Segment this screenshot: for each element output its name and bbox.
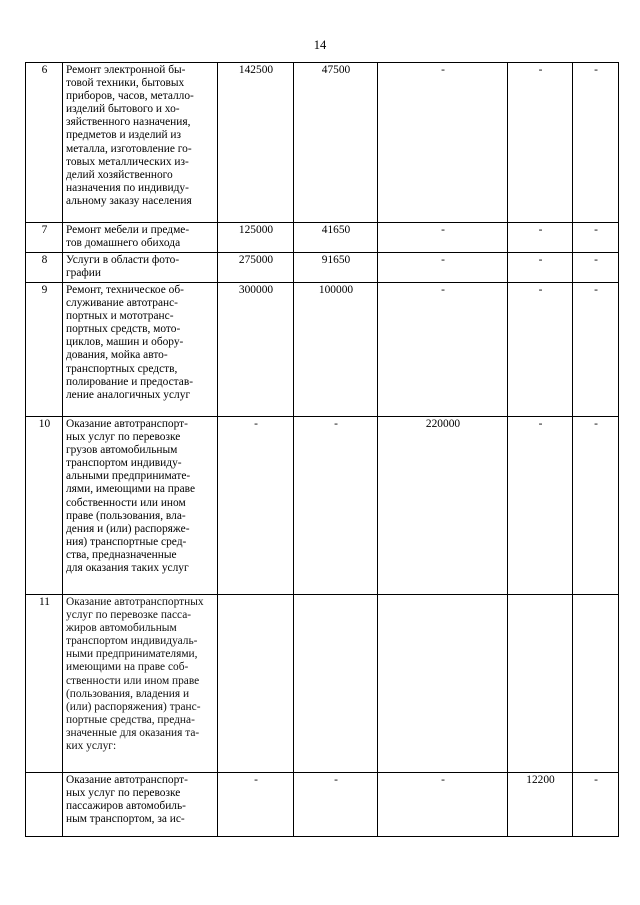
value-cell: 47500 (294, 63, 378, 223)
service-description: Оказание автотранспорт- ных услуг по перевозке грузов автомобильным транспортом индивиду- альными предпринимате- лями, имеющими на праве собственности или ином праве (пользования, вла- дения и (или) распоряже- ния) транспортные сред- ства, предназначенные для оказания таких услуг (63, 417, 218, 595)
value-cell: - (294, 773, 378, 837)
value-cell: - (508, 253, 573, 283)
value-cell: - (508, 63, 573, 223)
value-cell (378, 595, 508, 773)
table-row (26, 417, 619, 595)
value-cell: 275000 (218, 253, 294, 283)
value-cell: - (294, 417, 378, 595)
table-row (26, 253, 619, 283)
value-cell: - (573, 63, 619, 223)
value-cell: 125000 (218, 223, 294, 253)
value-cell: - (378, 253, 508, 283)
value-cell: - (378, 283, 508, 417)
row-number: 9 (26, 283, 63, 417)
value-cell (218, 595, 294, 773)
row-number: 7 (26, 223, 63, 253)
value-cell (573, 595, 619, 773)
value-cell: 91650 (294, 253, 378, 283)
service-description: Оказание автотранспортных услуг по перевозке пасса- жиров автомобильным транспортом индивидуаль- ными предпринимателями, имеющими на праве соб- ственности или ином праве (пользования, владения и (или) распоряжения) транс- портные средства, предна- значенные для оказания та- ких услуг: (63, 595, 218, 773)
table-row (26, 773, 619, 837)
row-number (26, 773, 63, 837)
service-description: Ремонт, техническое об- служивание автотранс- портных и мототранс- портных средств, мото- циклов, машин и обору- дования, мойка авто- транспортных средств, полирование и предостав- ление аналогичных услуг (63, 283, 218, 417)
value-cell: - (378, 63, 508, 223)
value-cell: - (573, 773, 619, 837)
row-number: 6 (26, 63, 63, 223)
value-cell: - (508, 283, 573, 417)
value-cell: 220000 (378, 417, 508, 595)
value-cell: - (573, 253, 619, 283)
table-row (26, 283, 619, 417)
table-row (26, 223, 619, 253)
value-cell: - (573, 223, 619, 253)
table-row (26, 63, 619, 223)
service-description: Услуги в области фото- графии (63, 253, 218, 283)
row-number: 10 (26, 417, 63, 595)
value-cell: 41650 (294, 223, 378, 253)
row-number: 11 (26, 595, 63, 773)
value-cell: - (218, 773, 294, 837)
value-cell (508, 595, 573, 773)
value-cell: - (378, 223, 508, 253)
value-cell: 12200 (508, 773, 573, 837)
service-description: Ремонт мебели и предме- тов домашнего обихода (63, 223, 218, 253)
value-cell: 100000 (294, 283, 378, 417)
value-cell: - (218, 417, 294, 595)
value-cell: - (378, 773, 508, 837)
value-cell: - (508, 223, 573, 253)
table-row (26, 595, 619, 773)
value-cell: - (573, 417, 619, 595)
services-table (25, 62, 619, 837)
value-cell (294, 595, 378, 773)
page-number: 14 (313, 38, 327, 52)
value-cell: 300000 (218, 283, 294, 417)
row-number: 8 (26, 253, 63, 283)
value-cell: - (508, 417, 573, 595)
value-cell: - (573, 283, 619, 417)
value-cell: 142500 (218, 63, 294, 223)
service-description: Оказание автотранспорт- ных услуг по перевозке пассажиров автомобиль- ным транспортом, за ис- (63, 773, 218, 837)
service-description: Ремонт электронной бы- товой техники, бытовых приборов, часов, металло- изделий бытового и хо- зяйственного назначения, предметов и изделий из металла, изготовление го- товых металлических из- делий хозяйственного назначения по индивиду- альному заказу населения (63, 63, 218, 223)
